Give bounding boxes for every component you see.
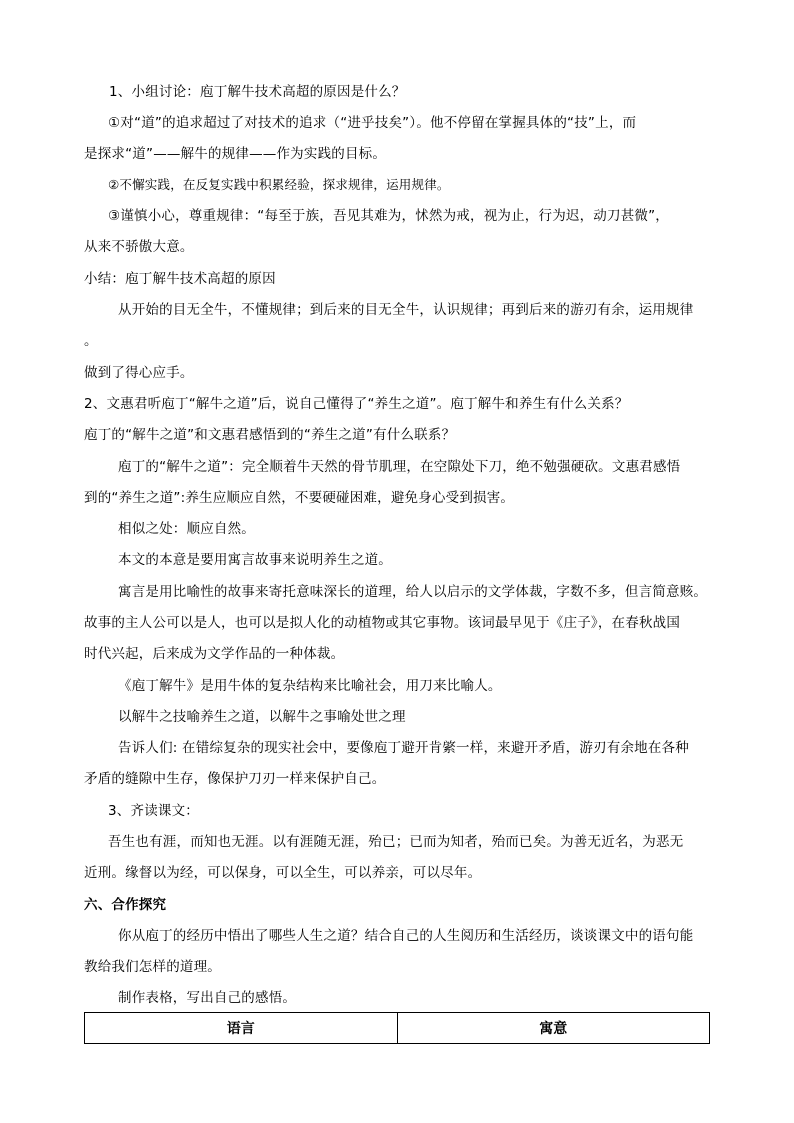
answer-point-1: ①对“道”的追求超过了对技术的追求（“进乎技矣”）。他不停留在掌握具体的“技”上，而 [108, 115, 637, 131]
connection-question: 庖丁的“解牛之道”和文惠君感悟到的“养生之道”有什么联系？ [84, 427, 456, 443]
fable-definition: 寓言是用比喻性的故事来寄托意味深长的道理，给人以启示的文学体裁，字数不多，但言简意赅。 [118, 584, 708, 600]
summary-text: 从开始的目无全牛，不懂规律；到后来的目无全牛，认识规律；再到后来的游刃有余，运用规律 [118, 302, 694, 318]
summary-text-period: 。 [84, 333, 98, 349]
section-six-heading: 六、合作探究 [84, 897, 167, 913]
metaphor-summary: 以解牛之技喻养生之道，以解牛之事喻处世之理 [118, 709, 406, 725]
main-idea-text: 本文的本意是要用寓言故事来说明养生之道。 [118, 552, 392, 568]
fable-definition-cont-2: 时代兴起，后来成为文学作品的一种体裁。 [84, 646, 345, 662]
table-instruction: 制作表格，写出自己的感悟。 [118, 990, 297, 1006]
answer-point-1-cont: 是探求“道”——解牛的规律——作为实践的目标。 [84, 146, 387, 162]
table-header-language: 语言 [85, 1013, 398, 1044]
jieniu-zhidao-text: 庖丁的“解牛之道”：完全顺着牛天然的骨节肌理，在空隙处下刀，绝不勉强硬砍。文惠君感悟 [118, 459, 681, 475]
summary-title: 小结：庖丁解牛技术高超的原因 [84, 271, 276, 287]
table-header-meaning: 寓意 [397, 1013, 710, 1044]
lesson-text-cont: 矛盾的缝隙中生存，像保护刀刃一样来保护自己。 [84, 771, 386, 787]
discussion-question-2: 2、文惠君听庖丁“解牛之道”后，说自己懂得了“养生之道”。庖丁解牛和养生有什么关系？ [84, 396, 629, 412]
answer-point-2: ②不懈实践，在反复实践中积累经验，探求规律，运用规律。 [108, 177, 450, 192]
classical-text-cont: 近刑。缘督以为经，可以保身，可以全生，可以养亲，可以尽年。 [84, 865, 482, 881]
insight-table [84, 1012, 710, 1044]
answer-point-3: ③谨慎小心，尊重规律：“每至于族，吾见其难为，怵然为戒，视为止，行为迟，动刀甚微”， [108, 208, 669, 224]
answer-point-3-cont: 从来不骄傲大意。 [84, 239, 194, 255]
metaphor-text: 《庖丁解牛》是用牛体的复杂结构来比喻社会，用刀来比喻人。 [118, 678, 502, 694]
read-aloud-heading: 3、齐读课文： [108, 803, 199, 819]
inquiry-question: 你从庖丁的经历中悟出了哪些人生之道？结合自己的人生阅历和生活经历，谈谈课文中的语句能 [118, 928, 694, 944]
similarity-text: 相似之处：顺应自然。 [118, 521, 255, 537]
fable-definition-cont-1: 故事的主人公可以是人，也可以是拟人化的动植物或其它事物。该词最早见于《庄子》，在春秋战国 [84, 615, 681, 631]
yangsheng-zhidao-text: 到的“养生之道”:养生应顺应自然，不要硬碰困难，避免身心受到损害。 [84, 490, 515, 506]
table-header-row [85, 1013, 710, 1044]
classical-text: 吾生也有涯，而知也无涯。以有涯随无涯，殆已；已而为知者，殆而已矣。为善无近名，为恶无 [108, 834, 684, 850]
discussion-question-1: 1、小组讨论：庖丁解牛技术高超的原因是什么？ [109, 84, 406, 100]
inquiry-question-cont: 教给我们怎样的道理。 [84, 959, 221, 975]
lesson-text: 告诉人们: 在错综复杂的现实社会中，要像庖丁避开肯綮一样，来避开矛盾，游刃有余地在各种 [118, 740, 689, 756]
summary-conclusion: 做到了得心应手。 [84, 365, 194, 381]
